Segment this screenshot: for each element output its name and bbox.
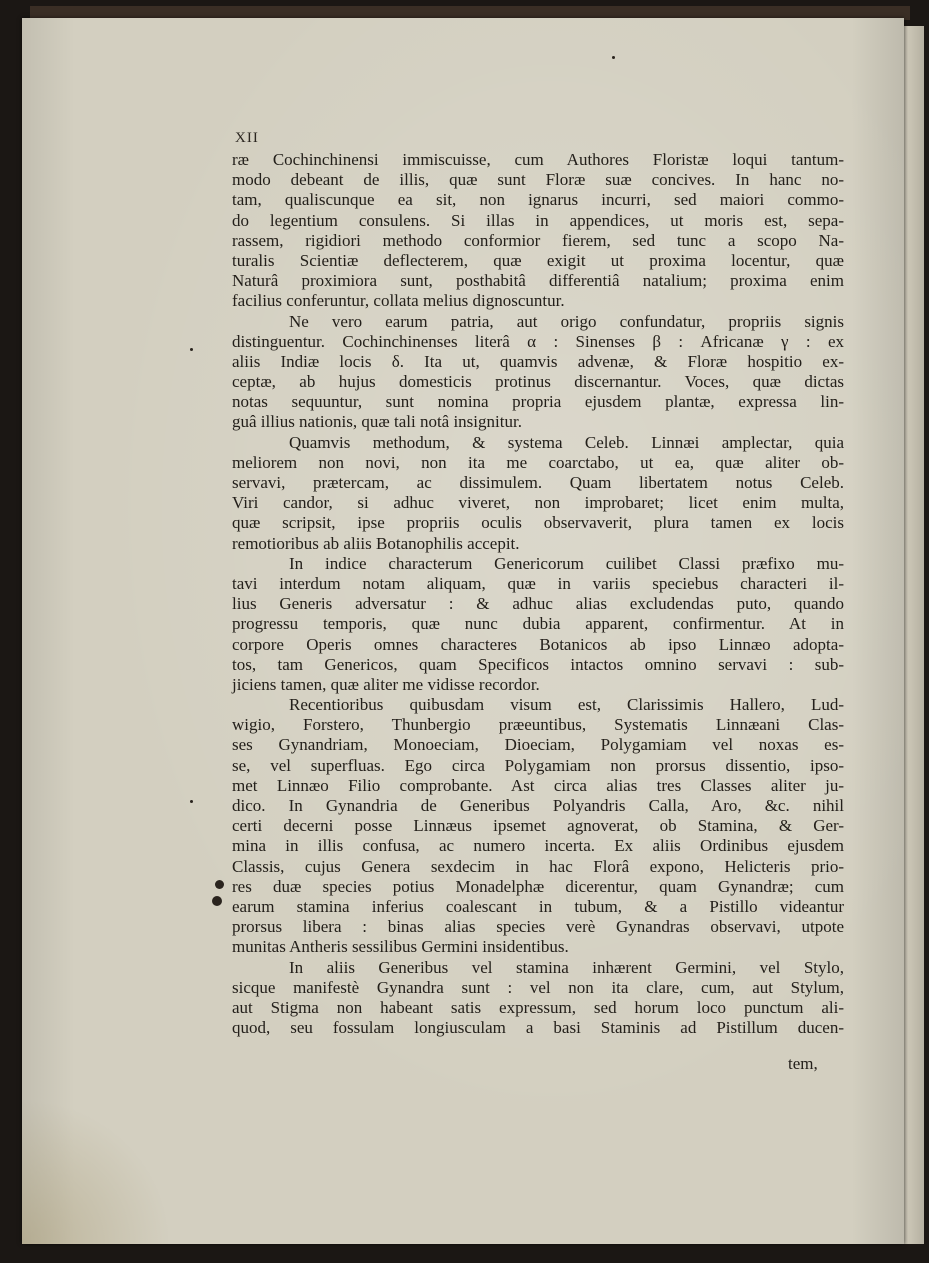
text-line: Naturâ proximiora sunt, posthabitâ differentiâ natalium; proxima enim [232, 271, 844, 291]
ink-spot [215, 880, 224, 889]
catchword: tem, [788, 1054, 818, 1073]
text-line: ræ Cochinchinensi immiscuisse, cum Authores Floristæ loqui tantum- [232, 150, 844, 169]
text-line: ses Gynandriam, Monoeciam, Dioeciam, Polygamiam vel noxas es- [232, 735, 844, 755]
text-line: modo debeant de illis, quæ sunt Floræ suæ concives. In hanc no- [232, 170, 844, 190]
text-line: se, vel superfluas. Ego circa Polygamiam non prorsus dissentio, ipso- [232, 755, 844, 775]
text-line: do legentium consulens. Si illas in appendices, ut moris est, sepa- [232, 210, 844, 230]
text-line: In indice characterum Genericorum cuilibet Classi præfixo mu- [289, 553, 844, 573]
ink-spot [190, 800, 193, 803]
text-line: Classis, cujus Genera sexdecim in hac Florâ expono, Helicteris prio- [232, 856, 844, 876]
text-line: met Linnæo Filio comprobante. Ast circa alias tres Classes aliter ju- [232, 775, 844, 795]
text-line: Ne vero earum patria, aut origo confundatur, propriis signis [289, 311, 844, 331]
ink-spot [190, 348, 193, 351]
text-line: munitas Antheris sessilibus Germini insidentibus. [232, 937, 569, 957]
text-line: tam, qualiscunque ea sit, non ignarus incurri, sed maiori commo- [232, 190, 844, 210]
text-line: tavi interdum notam aliquam, quæ in variis speciebus characteri il- [232, 573, 844, 593]
text-line: remotioribus ab aliis Botanophilis accepit. [232, 533, 520, 553]
text-line: earum stamina inferius coalescant in tubum, & a Pistillo videantur [232, 896, 844, 916]
text-line: aut Stigma non habeant satis expressum, sed horum loco punctum ali- [232, 997, 844, 1017]
text-line: quæ scripsit, ipse propriis oculis observaverit, plura tamen ex locis [232, 513, 844, 533]
text-line: ceptæ, ab hujus domesticis protinus discernantur. Voces, quæ dictas [232, 372, 844, 392]
text-line: quod, seu fossulam longiusculam a basi Staminis ad Pistillum ducen- [232, 1018, 844, 1038]
ink-spot [212, 896, 222, 906]
page-number: XII [235, 130, 259, 146]
text-line: aliis Indiæ locis δ. Ita ut, quamvis advenæ, & Floræ hospitio ex- [232, 351, 844, 371]
text-line: res duæ species potius Monadelphæ dicerentur, quam Gynandræ; cum [232, 876, 844, 896]
text-line: wigio, Forstero, Thunbergio præeuntibus, Systematis Linnæani Clas- [232, 715, 844, 735]
text-line: Recentioribus quibusdam visum est, Clarissimis Hallero, Lud- [289, 695, 844, 715]
text-line: lius Generis adversatur : & adhuc alias excludendas puto, quando [232, 594, 844, 614]
text-line: distinguentur. Cochinchinenses literâ α : Sinenses β : Africanæ γ : ex [232, 331, 844, 351]
text-line: certi decerni posse Linnæus ipsemet agnoverat, ob Stamina, & Ger- [232, 816, 844, 836]
text-line: guâ illius nationis, quæ tali notâ insignitur. [232, 412, 522, 432]
text-line: jiciens tamen, quæ aliter me vidisse recordor. [232, 674, 540, 694]
text-line: turalis Scientiæ deflecterem, quæ exigit ut proxima locentur, quæ [232, 250, 844, 270]
ink-spot [612, 56, 615, 59]
text-line: notas sequuntur, sunt nomina propria ejusdem plantæ, expressa lin- [232, 392, 844, 412]
text-line: tos, tam Genericos, quam Specificos intactos omnino servavi : sub- [232, 654, 844, 674]
text-line: rassem, rigidiori methodo conformior fierem, sed tunc a scopo Na- [232, 230, 844, 250]
text-line: meliorem non novi, non ita me coarctabo, ut ea, quæ aliter ob- [232, 452, 844, 472]
text-line: corpore Operis omnes characteres Botanicos ab ipso Linnæo adopta- [232, 634, 844, 654]
text-line: progressu temporis, quæ nunc dubia apparent, confirmentur. At in [232, 614, 844, 634]
text-line: prorsus libera : binas alias species verè Gynandras observavi, utpote [232, 917, 844, 937]
text-line: Viri candor, si adhuc viveret, non improbaret; licet enim multa, [232, 493, 844, 513]
text-line: facilius conferuntur, collata melius dignoscuntur. [232, 291, 565, 311]
text-line: sicque manifestè Gynandra sunt : vel non ita clare, cum, aut Stylum, [232, 977, 844, 997]
text-line: servavi, prætercam, ac dissimulem. Quam libertatem notus Celeb. [232, 473, 844, 492]
text-line: mina in illis confusa, ac numero incerta. Ex aliis Ordinibus ejusdem [232, 836, 844, 856]
text-line: Quamvis methodum, & systema Celeb. Linnæi amplectar, quia [289, 432, 844, 452]
body-text [232, 150, 844, 1038]
text-line: dico. In Gynandria de Generibus Polyandris Calla, Aro, &c. nihil [232, 796, 844, 815]
water-stain [22, 1098, 172, 1244]
text-line: In aliis Generibus vel stamina inhærent Germini, vel Stylo, [289, 957, 844, 977]
